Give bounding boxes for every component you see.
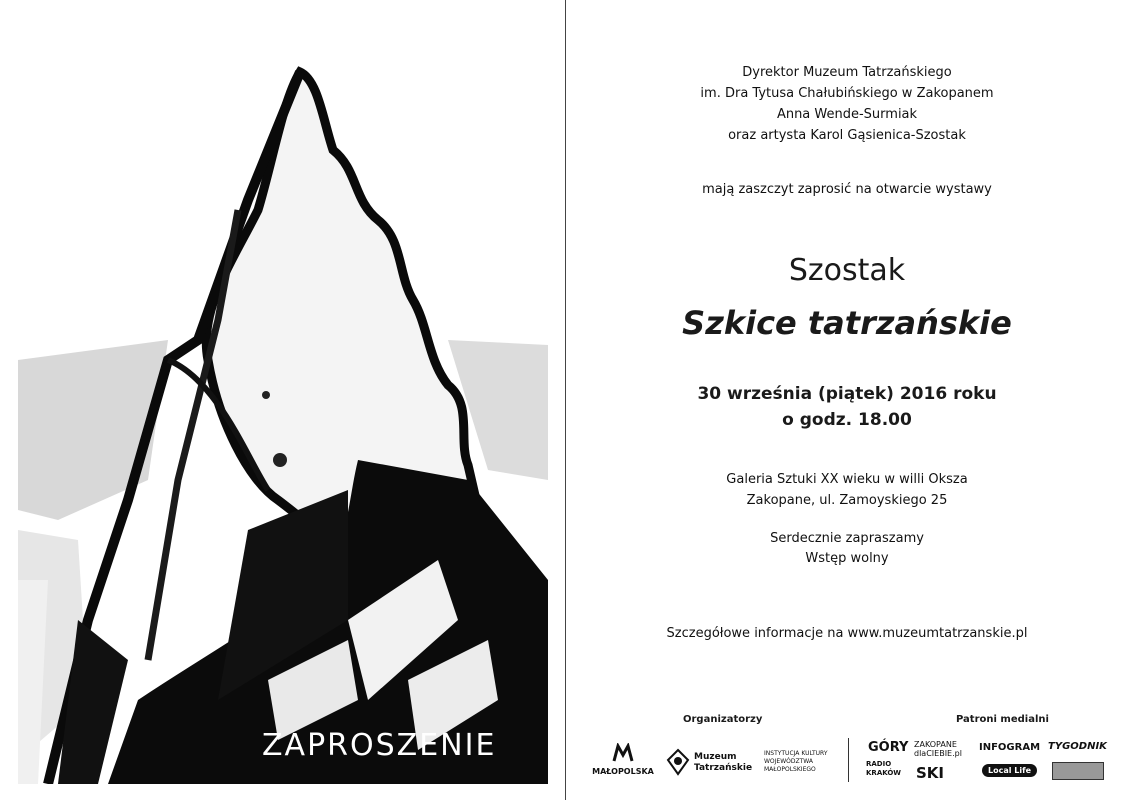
cover-title: ZAPROSZENIE	[262, 728, 497, 763]
entry-text: Wstęp wolny	[805, 551, 889, 566]
patrons-label: Patroni medialni	[956, 714, 1049, 725]
museum-line-1: Muzeum	[694, 752, 737, 762]
mountain-ink-artwork	[18, 60, 548, 784]
host-line-1: Dyrektor Muzeum Tatrzańskiego	[742, 65, 952, 80]
artist-name: Szostak	[788, 253, 906, 288]
venue-name: Galeria Sztuki XX wieku w willi Oksza	[726, 472, 968, 487]
host-line-3: Anna Wende-Surmiak	[776, 107, 918, 122]
inst-line-1: INSTYTUCJA KULTURY	[764, 750, 828, 757]
inst-line-2: WOJEWÓDZTWA	[764, 758, 813, 765]
footer-separator	[848, 738, 849, 782]
inst-line-3: MAŁOPOLSKIEGO	[764, 766, 816, 773]
zakopane-logo-line-2: dlaCIEBIE.pl	[914, 749, 962, 758]
local-life-logo: Local Life	[982, 764, 1037, 777]
venue-address: Zakopane, ul. Zamoyskiego 25	[746, 493, 948, 508]
gory-logo: GÓRY	[868, 740, 909, 755]
zakopane-logo-line-1: ZAKOPANE	[914, 740, 957, 749]
exhibition-date: 30 września (piątek) 2016 roku	[697, 384, 997, 404]
malopolska-text: MAŁOPOLSKA	[592, 767, 654, 776]
host-line-4: oraz artysta Karol Gąsienica-Szostak	[728, 128, 966, 143]
malopolska-m-icon	[612, 743, 634, 763]
radio-logo-line-1: RADIO	[866, 760, 892, 768]
museum-logo	[666, 748, 756, 778]
exhibition-time: o godz. 18.00	[782, 410, 912, 430]
exhibition-title: Szkice tatrzańskie	[682, 304, 1012, 342]
organizers-label: Organizatorzy	[683, 714, 763, 725]
infogram-logo: INFOGRAM	[979, 742, 1041, 753]
institution-logo	[764, 750, 854, 780]
museum-emblem-icon	[666, 748, 690, 776]
ski-logo: SKI	[916, 764, 945, 782]
tygodnik-logo: TYGODNIK	[1048, 741, 1107, 752]
welcome-text: Serdecznie zapraszamy	[770, 531, 924, 546]
museum-line-2: Tatrzańskie	[694, 763, 753, 773]
info-link[interactable]: Szczegółowe informacje na www.muzeumtatrzanskie.pl	[666, 626, 1028, 641]
host-line-2: im. Dra Tytusa Chałubińskiego w Zakopanem	[700, 86, 994, 101]
malopolska-logo	[588, 743, 658, 776]
invitation-panel	[566, 0, 1128, 800]
invite-line: mają zaszczyt zaprosić na otwarcie wystawy	[702, 182, 992, 197]
radio-logo-line-2: KRAKÓW	[866, 769, 902, 777]
tygodnik-badge	[1052, 762, 1104, 780]
